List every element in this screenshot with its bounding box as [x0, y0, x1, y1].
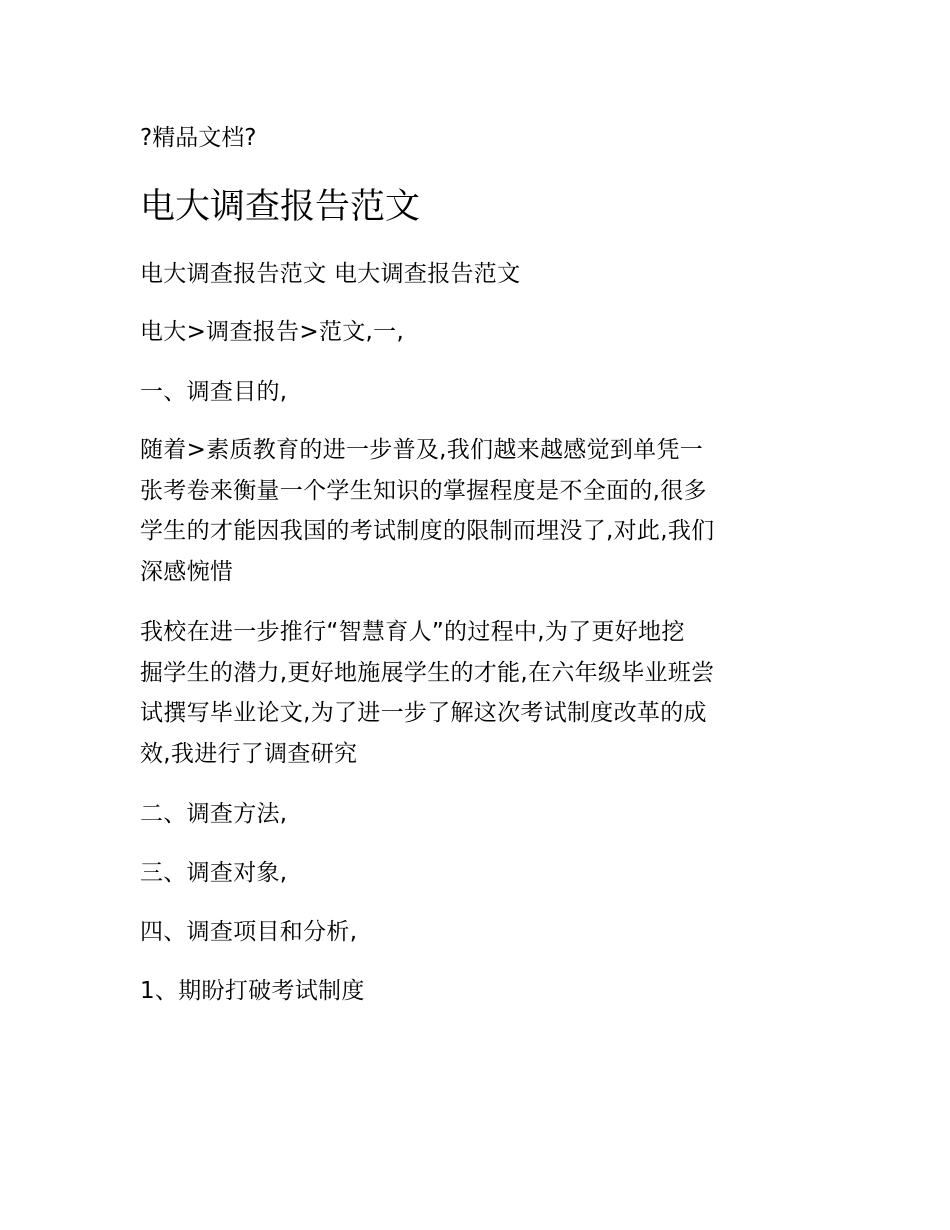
section-heading-subjects: 三、调查对象, — [140, 860, 288, 886]
paragraph-line: 试撰写毕业论文,为了进一步了解这次考试制度改革的成 — [140, 700, 707, 726]
list-item-1: 1、期盼打破考试制度 — [140, 978, 365, 1004]
intro-line: 电大>调查报告>范文,一, — [140, 319, 405, 345]
section-heading-method: 二、调查方法, — [140, 801, 288, 827]
section-heading-items: 四、调查项目和分析, — [140, 919, 358, 945]
paragraph-line: 随着>素质教育的进一步普及,我们越来越感觉到单凭一 — [140, 437, 704, 463]
paragraph-line: 效,我进行了调查研究 — [140, 740, 358, 767]
paragraph-school-reform — [140, 612, 820, 774]
paragraph-background — [140, 430, 820, 592]
paragraph-line: 张考卷来衡量一个学生知识的掌握程度是不全面的,很多 — [140, 477, 707, 504]
paragraph-line: 掘学生的潜力,更好地施展学生的才能,在六年级毕业班尝 — [140, 659, 715, 686]
header-note: ?精品文档? — [140, 125, 257, 151]
paragraph-line: 学生的才能因我国的考试制度的限制而埋没了,对此,我们 — [140, 518, 715, 544]
paragraph-line: 我校在进一步推行“智慧育人”的过程中,为了更好地挖 — [140, 619, 685, 645]
document-title: 电大调查报告范文 — [140, 187, 421, 227]
section-heading-purpose: 一、调查目的, — [140, 379, 288, 405]
subtitle-line: 电大调查报告范文 电大调查报告范文 — [140, 261, 521, 287]
paragraph-line: 深感惋惜 — [140, 558, 234, 585]
